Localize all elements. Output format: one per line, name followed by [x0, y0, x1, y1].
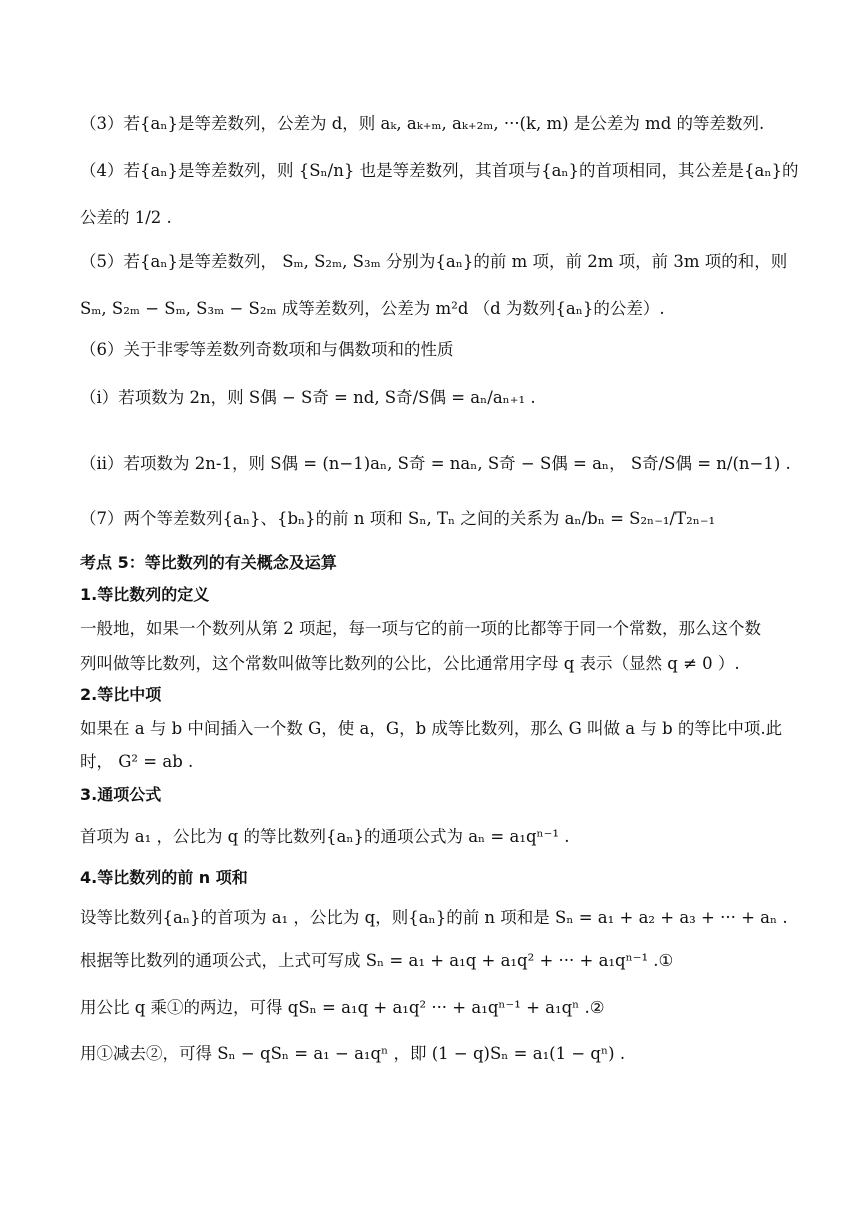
- property-5-line2: Sₘ, S₂ₘ − Sₘ, S₃ₘ − S₂ₘ 成等差数列，公差为 m²d （d 为数列{aₙ}的公差）.: [80, 299, 665, 318]
- heading-sum: 4.等比数列的前 n 项和: [80, 868, 248, 887]
- sum-line4: 用①减去②，可得 Sₙ − qSₙ = a₁ − a₁qⁿ ，即 (1 − q)Sₙ = a₁(1 − qⁿ) .: [80, 1044, 626, 1063]
- sum-line3: 用公比 q 乘①的两边，可得 qSₙ = a₁q + a₁q² ··· + a₁qⁿ⁻¹ + a₁qⁿ .②: [80, 998, 605, 1017]
- definition-line1: 一般地，如果一个数列从第 2 项起，每一项与它的前一项的比都等于同一个常数，那么这个数: [80, 619, 761, 638]
- heading-geometric-mean: 2.等比中项: [80, 685, 162, 704]
- property-6-title: （6）关于非零等差数列奇数项和与偶数项和的性质: [80, 340, 454, 359]
- heading-general-term: 3.通项公式: [80, 785, 162, 804]
- property-4-line1: （4）若{aₙ}是等差数列，则 {Sₙ/n} 也是等差数列，其首项与{aₙ}的首项相同，其公差是{aₙ}的: [80, 161, 799, 180]
- geometric-mean-line2: 时， G² = ab .: [80, 752, 194, 771]
- property-6-i: （i）若项数为 2n，则 S偶 − S奇 = nd, S奇/S偶 = aₙ/aₙ₊₁ .: [80, 388, 536, 407]
- property-5-line1: （5）若{aₙ}是等差数列， Sₘ, S₂ₘ, S₃ₘ 分别为{aₙ}的前 m 项，前 2m 项，前 3m 项的和，则: [80, 252, 788, 271]
- general-term-formula: 首项为 a₁ ，公比为 q 的等比数列{aₙ}的通项公式为 aₙ = a₁qⁿ⁻¹ .: [80, 827, 570, 846]
- property-7: （7）两个等差数列{aₙ}、{bₙ}的前 n 项和 Sₙ, Tₙ 之间的关系为 aₙ/bₙ = S₂ₙ₋₁/T₂ₙ₋₁: [80, 509, 716, 528]
- property-6-ii: （ii）若项数为 2n-1，则 S偶 = (n−1)aₙ, S奇 = naₙ, S奇 − S偶 = aₙ， S奇/S偶 = n/(n−1) .: [80, 454, 791, 473]
- sum-line2: 根据等比数列的通项公式，上式可写成 Sₙ = a₁ + a₁q + a₁q² + ··· + a₁qⁿ⁻¹ .①: [80, 951, 674, 970]
- sum-line1: 设等比数列{aₙ}的首项为 a₁ ，公比为 q，则{aₙ}的前 n 项和是 Sₙ = a₁ + a₂ + a₃ + ··· + aₙ .: [80, 908, 788, 927]
- property-3: （3）若{aₙ}是等差数列，公差为 d，则 aₖ, aₖ₊ₘ, aₖ₊₂ₘ, ···(k, m) 是公差为 md 的等差数列.: [80, 114, 765, 133]
- section-heading-kaodian5: 考点 5：等比数列的有关概念及运算: [80, 553, 337, 572]
- heading-definition: 1.等比数列的定义: [80, 585, 210, 604]
- property-4-line2: 公差的 1/2 .: [80, 208, 172, 227]
- geometric-mean-line1: 如果在 a 与 b 中间插入一个数 G，使 a，G，b 成等比数列，那么 G 叫做 a 与 b 的等比中项.此: [80, 719, 783, 738]
- definition-line2: 列叫做等比数列，这个常数叫做等比数列的公比，公比通常用字母 q 表示（显然 q ≠ 0 ）.: [80, 654, 740, 673]
